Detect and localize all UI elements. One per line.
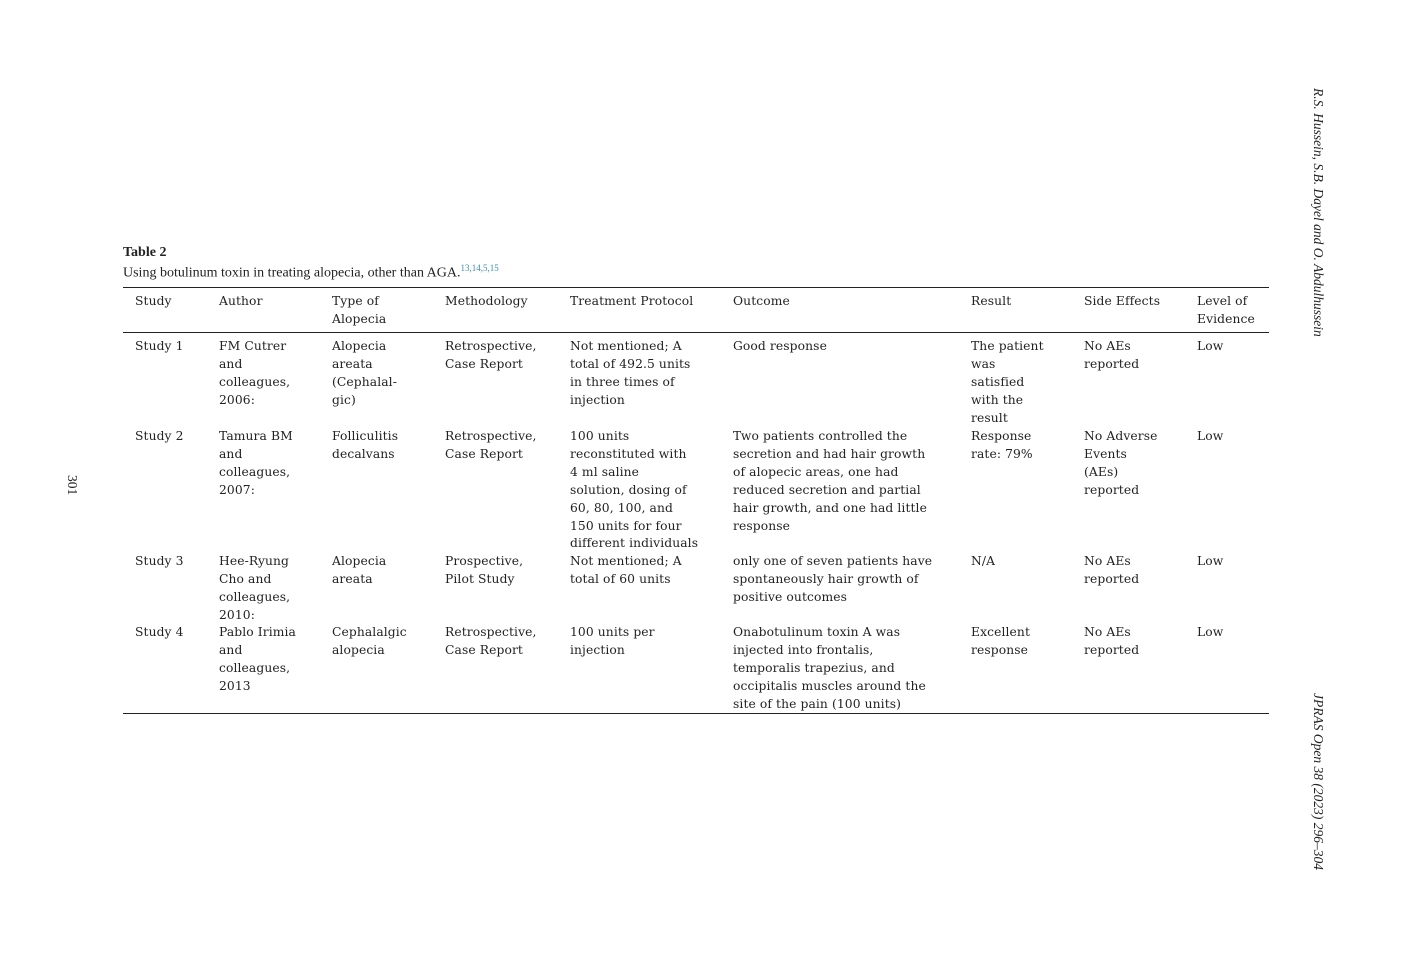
table-cell: 100 units reconstituted with 4 ml saline solution, dosing of 60, 80, 100, and 150 units for four different individuals — [570, 429, 699, 551]
table-cell: Good response — [733, 339, 827, 353]
journal-citation: JPRAS Open 38 (2023) 296–304 — [1311, 693, 1326, 870]
table-cell: Not mentioned; A total of 60 units — [570, 554, 682, 586]
table-cell: Two patients controlled the secretion and had hair growth of alopecic areas, one had reduced secretion and partial hair growth, and one had little response — [733, 429, 927, 533]
table-cell: Cephalalgic alopecia — [332, 625, 407, 657]
column-header: Side Effects — [1084, 294, 1161, 308]
table-cell: No AEs reported — [1084, 554, 1140, 586]
table-cell: Retrospective, Case Report — [445, 339, 537, 371]
table-top-rule — [123, 287, 1269, 288]
table-cell: Low — [1197, 429, 1224, 443]
table-cell: No Adverse Events (AEs) reported — [1084, 429, 1158, 497]
column-header: Level of Evidence — [1197, 294, 1255, 326]
table-cell: Alopecia areata — [332, 554, 387, 586]
table-cell: Retrospective, Case Report — [445, 625, 537, 657]
table-cell: Folliculitis decalvans — [332, 429, 399, 461]
table-cell: Study 1 — [135, 339, 184, 353]
table-cell: Prospective, Pilot Study — [445, 554, 524, 586]
table-cell: No AEs reported — [1084, 625, 1140, 657]
running-header: R.S. Hussein, S.B. Dayel and O. Abdulhussein — [1311, 88, 1326, 337]
table-cell: No AEs reported — [1084, 339, 1140, 371]
column-header: Type of Alopecia — [332, 294, 387, 326]
table-cell: Pablo Irimia and colleagues, 2013 — [219, 625, 296, 693]
table-cell: Retrospective, Case Report — [445, 429, 537, 461]
page-number: 301 — [65, 475, 80, 496]
table-cell: only one of seven patients have spontaneously hair growth of positive outcomes — [733, 554, 933, 604]
table-cell: Study 4 — [135, 625, 184, 639]
table-header-rule — [123, 332, 1269, 333]
table-cell: Not mentioned; A total of 492.5 units in three times of injection — [570, 339, 691, 407]
table-cell: Study 2 — [135, 429, 184, 443]
table-cell: Low — [1197, 554, 1224, 568]
table-bottom-rule — [123, 713, 1269, 714]
table-cell: The patient was satisfied with the result — [971, 339, 1044, 425]
column-header: Methodology — [445, 294, 528, 308]
table-cell: Low — [1197, 339, 1224, 353]
column-header: Result — [971, 294, 1012, 308]
table-label: Table 2 — [123, 245, 167, 260]
table-cell: Onabotulinum toxin A was injected into frontalis, temporalis trapezius, and occipitalis muscles around the site of the pain (100 units) — [733, 625, 926, 711]
column-header: Author — [219, 294, 263, 308]
table-cell: Alopecia areata (Cephalal- gic) — [332, 339, 397, 407]
table-cell: Hee-Ryung Cho and colleagues, 2010: — [219, 554, 291, 622]
table-cell: FM Cutrer and colleagues, 2006: — [219, 339, 291, 407]
caption-text: Using botulinum toxin in treating alopecia, other than AGA. — [123, 265, 461, 281]
column-header: Study — [135, 294, 172, 308]
table-caption — [123, 263, 499, 282]
table-cell: Study 3 — [135, 554, 184, 568]
column-header: Outcome — [733, 294, 790, 308]
table-cell: Response rate: 79% — [971, 429, 1033, 461]
caption-references[interactable]: 13,14,5,15 — [460, 263, 499, 273]
column-header: Treatment Protocol — [570, 294, 694, 308]
table-cell: Excellent response — [971, 625, 1030, 657]
table-cell: Low — [1197, 625, 1224, 639]
table-cell: 100 units per injection — [570, 625, 655, 657]
table-cell: Tamura BM and colleagues, 2007: — [219, 429, 293, 497]
table-cell: N/A — [971, 554, 996, 568]
